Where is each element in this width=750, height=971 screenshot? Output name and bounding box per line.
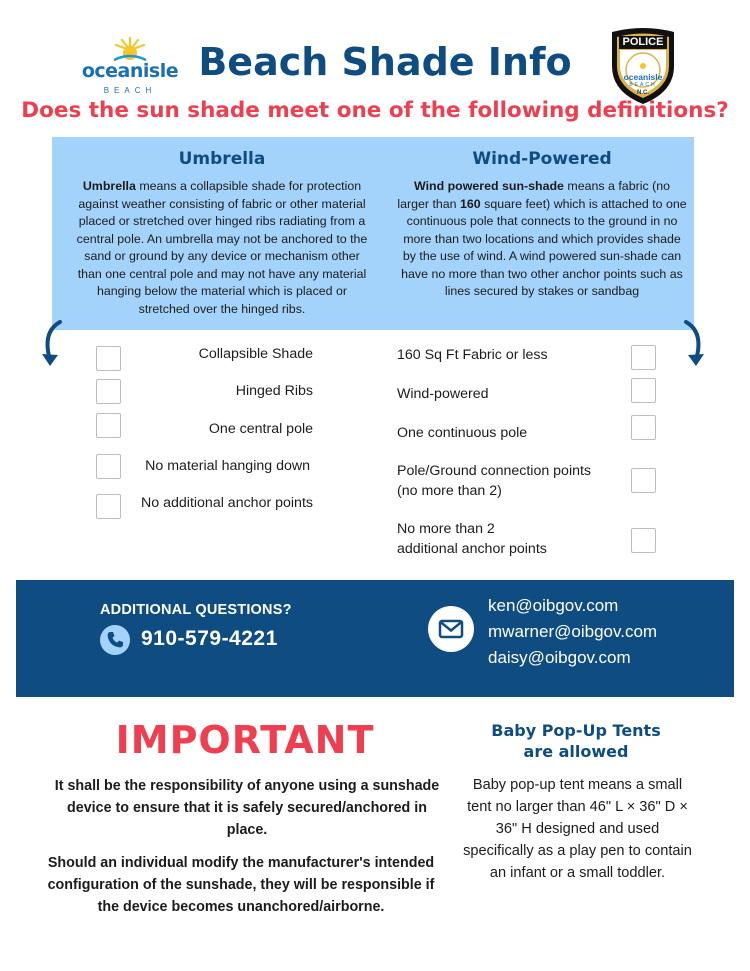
baby-tents-definition: Baby pop-up tent means a small tent no larger than 46" L × 36" D × 36" H designed and used specifically as a play pen to contain an infant or a small toddler. <box>463 777 692 881</box>
important-paragraph-1: It shall be the responsibility of anyone using a sunshade device to ensure that it is safely secured/anchored in place. <box>54 778 440 838</box>
badge-mid-text: oceanisle <box>623 72 663 82</box>
email-list <box>488 593 657 671</box>
ocean-isle-logo <box>80 38 180 98</box>
email-link[interactable]: mwarner@oibgov.com <box>488 622 658 641</box>
checkbox-one-continuous-pole[interactable] <box>631 415 656 440</box>
wind-item-label: No more than 2 additional anchor points <box>397 521 547 557</box>
checkbox-160-sq-ft[interactable] <box>631 345 656 370</box>
curved-arrow-right-icon <box>678 318 708 370</box>
wind-item-label: Wind-powered <box>397 386 489 402</box>
wind-item-label: 160 Sq Ft Fabric or less <box>397 347 548 363</box>
checkbox-wind-powered[interactable] <box>631 378 656 403</box>
baby-tents-title: Baby Pop-Up Tents are allowed <box>491 721 661 761</box>
police-badge <box>606 26 680 106</box>
umbrella-item-label: Hinged Ribs <box>235 383 313 399</box>
phone-icon <box>100 625 130 655</box>
umbrella-definition: Umbrella means a collapsible shade for protection against weather consisting of fabric or other material placed or stretched over hinged ribs radiating from a central pole. An umbrella may not be anchored to the sand or ground by any device or mechanism other than one central pole and may not have any material hanging below the material which is placed or stretched over the hinged ribs. <box>76 179 368 316</box>
email-link[interactable]: daisy@oibgov.com <box>488 648 631 667</box>
umbrella-item-label: No additional anchor points <box>141 495 313 511</box>
checkbox-hinged-ribs[interactable] <box>96 379 121 404</box>
email-link[interactable]: ken@oibgov.com <box>488 596 619 615</box>
wind-item-label: One continuous pole <box>397 425 528 441</box>
checkbox-pole-ground-connection[interactable] <box>631 468 656 493</box>
checkbox-collapsible-shade[interactable] <box>96 346 121 371</box>
important-paragraph-2: Should an individual modify the manufacturer's intended configuration of the sunshade, they will be responsible if the device becomes unanchored/airborne. <box>47 855 435 915</box>
additional-questions-heading: ADDITIONAL QUESTIONS? <box>100 602 292 618</box>
wind-powered-title: Wind-Powered <box>472 149 612 169</box>
wind-item-label: Pole/Ground connection points (no more than 2) <box>397 463 592 499</box>
definitions-question: Does the sun shade meet one of the following definitions? <box>21 98 729 123</box>
curved-arrow-left-icon <box>38 318 68 370</box>
umbrella-item-label: One central pole <box>208 421 313 437</box>
phone-number[interactable]: 910-579-4221 <box>141 627 278 650</box>
badge-sub-text: BEACH <box>629 82 657 88</box>
page-title: Beach Shade Info <box>198 40 572 84</box>
logo-sub: BEACH <box>103 86 157 95</box>
umbrella-title: Umbrella <box>178 149 266 169</box>
logo-wordmark: oceanisle <box>81 60 179 82</box>
badge-top-text: POLICE <box>622 36 664 48</box>
umbrella-item-label: Collapsible Shade <box>198 346 313 362</box>
badge-bottom-text: N.C. <box>637 90 649 96</box>
checkbox-one-central-pole[interactable] <box>96 413 121 438</box>
wind-powered-definition: Wind powered sun-shade means a fabric (no larger than 160 square feet) which is attached to one continuous pole that connects to the ground in no more than two locations and which provides shade by the use of wind. A wind powered sun-shade can have no more than two other anchor points such as lines secured by stakes or sandbag <box>397 179 687 298</box>
mail-icon <box>428 606 474 652</box>
important-heading: IMPORTANT <box>115 718 375 762</box>
checkbox-no-material-hanging[interactable] <box>96 454 121 479</box>
checkbox-no-more-than-2-anchors[interactable] <box>631 528 656 553</box>
umbrella-item-label: No material hanging down <box>145 458 310 474</box>
